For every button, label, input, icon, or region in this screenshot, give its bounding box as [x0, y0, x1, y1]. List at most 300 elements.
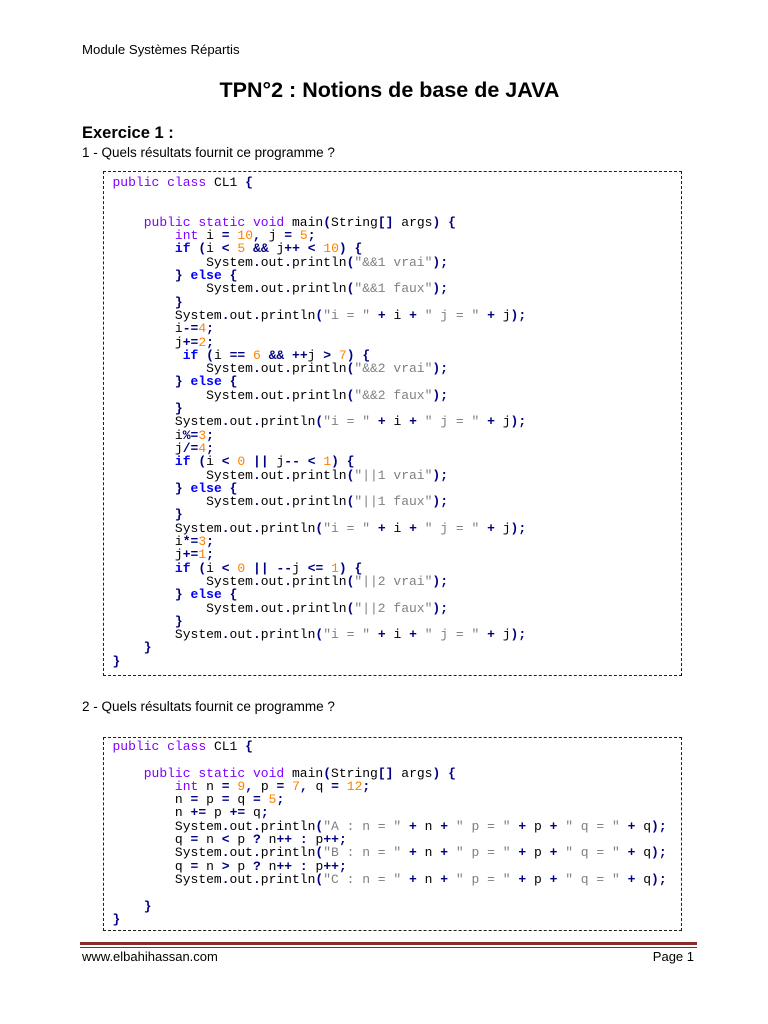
code-operator: = — [221, 228, 230, 244]
code-operator: } — [112, 653, 121, 669]
code-operator: + — [409, 307, 417, 323]
code-string: "i = " — [323, 627, 370, 643]
code-string: "i = " — [323, 414, 370, 430]
code-operator: ); — [432, 281, 449, 297]
code-operator: , — [245, 778, 254, 794]
code-operator: ); — [432, 361, 449, 377]
code-operator: + — [549, 871, 558, 887]
code-operator: + — [409, 818, 417, 834]
code-operator: ( — [346, 573, 355, 589]
code-operator: : — [299, 858, 308, 874]
code-operator: = — [276, 778, 285, 794]
code-string: "C : n = " — [323, 871, 402, 887]
code-operator: . — [252, 871, 261, 887]
code-operator: <= — [307, 560, 324, 576]
code-operator: ++ — [276, 832, 293, 848]
code-string: "||1 vrai" — [354, 467, 433, 483]
module-header: Module Systèmes Répartis — [82, 42, 240, 57]
code-line: public static void main(String[] args) { — [143, 214, 456, 230]
code-type-keyword: void — [252, 765, 285, 781]
code-operator: < — [307, 454, 316, 470]
question-2-prompt: 2 - Quels résultats fournit ce programme ? — [82, 699, 335, 714]
code-number: 5 — [237, 241, 246, 257]
code-line — [113, 615, 682, 628]
code-operator: . — [252, 414, 261, 430]
code-operator: ++ — [292, 347, 308, 363]
code-number: 0 — [237, 454, 246, 470]
code-string: "i = " — [323, 307, 370, 323]
code-operator: ) — [331, 454, 339, 470]
code-operator: ; — [206, 321, 214, 337]
code-control-keyword: else — [190, 374, 222, 390]
code-operator: ; — [276, 792, 285, 808]
code-operator: ( — [315, 520, 324, 536]
code-operator: ( — [346, 361, 355, 377]
code-operator: + — [627, 845, 636, 861]
code-operator: || — [253, 454, 269, 470]
code-number: 3 — [198, 534, 207, 550]
code-operator: } — [174, 268, 183, 284]
code-line: if (i < 0 || --j <= 1) { — [174, 560, 363, 576]
code-number: 10 — [237, 228, 253, 244]
code-operator: . — [221, 871, 230, 887]
code-line: n += p += q; — [174, 805, 269, 821]
code-control-keyword: if — [182, 347, 199, 363]
code-operator: ; — [307, 228, 316, 244]
code-line — [113, 900, 682, 913]
code-line: System.out.println("&&2 vrai"); — [206, 361, 449, 377]
code-operator: ( — [198, 560, 207, 576]
code-number: 4 — [198, 321, 207, 337]
code-line — [113, 886, 682, 899]
code-operator: ; — [206, 534, 214, 550]
code-control-keyword: if — [174, 560, 191, 576]
code-string: " j = " — [424, 414, 480, 430]
code-operator: . — [284, 387, 292, 403]
code-line: if (i == 6 && ++j > 7) { — [182, 347, 371, 363]
code-operator: . — [221, 520, 230, 536]
code-operator: ( — [206, 347, 214, 363]
code-control-keyword: if — [174, 454, 191, 470]
code-operator: ; — [206, 547, 214, 563]
code-operator: . — [284, 467, 292, 483]
code-operator: . — [252, 361, 261, 377]
code-operator: ( — [315, 414, 324, 430]
code-block-1 — [103, 171, 682, 676]
code-operator: /= — [182, 440, 199, 456]
code-number: 7 — [292, 778, 300, 794]
code-line: System.out.println("C : n = " + n + " p = " + p + " q = " + q); — [174, 871, 667, 887]
code-operator: ( — [346, 281, 355, 297]
code-operator: < — [307, 241, 316, 257]
code-operator: + — [487, 414, 495, 430]
code-operator: + — [409, 845, 417, 861]
code-line — [113, 269, 682, 282]
code-line — [113, 203, 682, 216]
code-operator: || — [253, 560, 269, 576]
code-operator: += — [229, 805, 246, 821]
code-operator: + — [377, 520, 386, 536]
code-operator: -= — [182, 321, 199, 337]
code-operator: . — [252, 467, 261, 483]
code-operator: { — [354, 241, 363, 257]
code-line: System.out.println("B : n = " + n + " p = " + p + " q = " + q); — [174, 845, 667, 861]
code-line: j+=2; — [174, 334, 214, 350]
code-operator: ++; — [323, 858, 347, 874]
code-operator: > — [221, 858, 230, 874]
code-operator: ( — [346, 254, 355, 270]
code-operator: ( — [315, 845, 324, 861]
code-operator: + — [409, 520, 417, 536]
code-operator: ++ — [284, 241, 300, 257]
code-line: public class CL1 { — [112, 175, 253, 190]
code-operator: ; — [260, 805, 269, 821]
code-line: System.out.println("i = " + i + " j = " + j); — [174, 307, 527, 323]
code-line — [113, 189, 682, 202]
code-operator: + — [409, 414, 417, 430]
code-operator: = — [284, 228, 293, 244]
code-operator: ); — [432, 600, 449, 616]
code-string: " p = " — [455, 871, 511, 887]
code-control-keyword: else — [190, 587, 222, 603]
code-operator: ++ — [276, 858, 293, 874]
code-line — [113, 655, 682, 668]
code-operator: { — [229, 480, 238, 496]
code-operator: + — [409, 627, 417, 643]
code-operator: [] — [377, 214, 394, 230]
code-operator: . — [221, 627, 230, 643]
code-operator: { — [448, 214, 456, 230]
code-number: 1 — [198, 547, 207, 563]
code-operator: += — [182, 334, 199, 350]
code-operator: } — [143, 640, 152, 656]
code-operator: && — [268, 347, 285, 363]
code-operator: ( — [198, 454, 207, 470]
code-line: q = n > p ? n++ : p++; — [174, 858, 347, 874]
code-string: " q = " — [565, 818, 620, 834]
code-operator: = — [190, 832, 199, 848]
code-operator: = — [190, 792, 199, 808]
code-operator: } — [112, 911, 121, 927]
code-operator: . — [284, 600, 292, 616]
code-type-keyword: void — [252, 214, 285, 230]
code-operator: . — [221, 307, 230, 323]
footer-rule — [80, 942, 697, 945]
code-operator: } — [174, 587, 183, 603]
code-type-keyword: public — [143, 214, 191, 230]
code-operator: ( — [346, 494, 355, 510]
code-operator: [] — [377, 765, 394, 781]
document-title: TPN°2 : Notions de base de JAVA — [219, 78, 560, 102]
code-operator: . — [221, 414, 230, 430]
footer-rule-thin — [80, 947, 697, 948]
code-line: System.out.println("i = " + i + " j = " + j); — [174, 520, 527, 536]
code-operator: ( — [315, 627, 324, 643]
code-line: public class CL1 { — [112, 739, 253, 754]
code-operator: . — [252, 494, 261, 510]
code-line — [113, 375, 682, 388]
code-operator: + — [518, 845, 527, 861]
code-line: q = n < p ? n++ : p++; — [174, 832, 347, 848]
code-string: " j = " — [424, 520, 480, 536]
code-line: System.out.println("||2 faux"); — [206, 600, 449, 616]
code-type-keyword: public — [143, 765, 191, 781]
code-operator: . — [252, 600, 261, 616]
code-string: "i = " — [323, 520, 370, 536]
code-operator: ); — [432, 387, 449, 403]
code-line: public static void main(String[] args) { — [143, 765, 456, 781]
code-operator: ( — [346, 467, 355, 483]
code-operator: ( — [315, 818, 324, 834]
code-operator: + — [487, 307, 495, 323]
code-line — [113, 402, 682, 415]
code-operator: ? — [253, 858, 261, 874]
code-operator: { — [245, 739, 253, 754]
code-line: if (i < 0 || j-- < 1) { — [174, 454, 355, 470]
code-operator: ++; — [323, 832, 347, 848]
code-string: "&&2 vrai" — [354, 361, 433, 377]
code-operator: ; — [206, 427, 214, 443]
code-number: 5 — [268, 792, 277, 808]
code-line: System.out.println("&&1 vrai"); — [206, 254, 449, 270]
code-line: System.out.println("&&1 faux"); — [206, 281, 449, 297]
code-operator: } — [174, 613, 183, 629]
code-operator: . — [284, 573, 292, 589]
code-operator: ( — [315, 307, 324, 323]
code-operator: + — [409, 871, 417, 887]
code-operator: . — [252, 254, 261, 270]
code-line — [113, 296, 682, 309]
code-operator: ; — [206, 334, 214, 350]
code-operator: . — [252, 307, 261, 323]
code-operator: ); — [651, 818, 667, 834]
code-operator: + — [627, 871, 636, 887]
code-line — [113, 641, 682, 654]
code-operator: ) — [338, 560, 347, 576]
code-operator: + — [440, 818, 449, 834]
code-operator: && — [253, 241, 269, 257]
code-operator: + — [549, 845, 558, 861]
code-control-keyword: else — [190, 480, 222, 496]
code-line: j+=1; — [174, 547, 214, 563]
code-type-keyword: static — [198, 214, 246, 230]
code-operator: ) — [432, 765, 441, 781]
code-operator: + — [377, 627, 386, 643]
code-operator: . — [284, 281, 292, 297]
footer-website: www.elbahihassan.com — [82, 949, 218, 964]
code-operator: + — [549, 818, 558, 834]
code-number: 12 — [346, 778, 363, 794]
code-operator: + — [487, 520, 495, 536]
code-line — [113, 588, 682, 601]
code-block-2 — [103, 737, 682, 931]
code-type-keyword: public — [112, 739, 160, 754]
code-operator: ( — [315, 871, 324, 887]
code-string: "B : n = " — [323, 845, 402, 861]
code-operator: -- — [284, 454, 300, 470]
page-number: Page 1 — [652, 949, 694, 964]
code-operator: . — [252, 818, 261, 834]
code-operator: ( — [323, 765, 332, 781]
code-operator: } — [174, 401, 183, 417]
code-operator: } — [174, 294, 183, 310]
code-number: 10 — [323, 241, 339, 257]
code-operator: += — [182, 547, 199, 563]
code-operator: + — [440, 845, 449, 861]
code-string: "||1 faux" — [354, 494, 433, 510]
code-operator: ? — [253, 832, 261, 848]
code-line: i%=3; — [174, 427, 214, 443]
code-line: int n = 9, p = 7, q = 12; — [174, 778, 371, 794]
code-operator: += — [190, 805, 207, 821]
code-number: 3 — [198, 427, 207, 443]
code-operator: -- — [276, 560, 293, 576]
code-operator: ); — [510, 307, 527, 323]
code-operator: { — [346, 454, 355, 470]
code-operator: ) — [338, 241, 347, 257]
code-type-keyword: int — [174, 778, 199, 794]
code-number: 4 — [198, 440, 207, 456]
code-operator: == — [229, 347, 246, 363]
code-operator: . — [252, 520, 261, 536]
code-line: System.out.println("&&2 faux"); — [206, 387, 449, 403]
code-operator: ); — [651, 871, 667, 887]
code-string: " q = " — [565, 845, 620, 861]
code-string: "&&1 faux" — [354, 281, 433, 297]
code-line: System.out.println("i = " + i + " j = " + j); — [174, 627, 527, 643]
code-control-keyword: else — [190, 268, 222, 284]
code-operator: { — [362, 347, 371, 363]
code-type-keyword: int — [174, 228, 199, 244]
code-string: " p = " — [455, 845, 511, 861]
code-operator: + — [627, 818, 636, 834]
code-string: "&&2 faux" — [354, 387, 433, 403]
code-type-keyword: class — [167, 739, 207, 754]
code-operator: < — [221, 832, 230, 848]
code-operator: + — [377, 307, 386, 323]
code-string: "&&1 vrai" — [354, 254, 433, 270]
code-line: if (i < 5 && j++ < 10) { — [174, 241, 363, 257]
code-operator: < — [221, 454, 230, 470]
code-string: " j = " — [424, 307, 480, 323]
code-operator: ); — [432, 573, 449, 589]
code-operator: ( — [346, 387, 355, 403]
code-operator: ( — [346, 600, 355, 616]
code-operator: . — [284, 494, 292, 510]
code-operator: . — [252, 627, 261, 643]
code-operator: . — [252, 281, 261, 297]
code-operator: } — [174, 480, 183, 496]
code-operator: . — [284, 361, 292, 377]
code-operator: + — [518, 871, 527, 887]
code-line: System.out.println("||1 faux"); — [206, 494, 449, 510]
code-operator: ) — [346, 347, 355, 363]
code-operator: ); — [510, 520, 527, 536]
code-operator: ( — [198, 241, 207, 257]
code-line: i-=4; — [174, 321, 214, 337]
code-operator: . — [221, 818, 230, 834]
code-operator: + — [377, 414, 386, 430]
code-operator: { — [245, 175, 253, 190]
code-line — [113, 753, 682, 766]
code-string: " p = " — [455, 818, 511, 834]
code-type-keyword: class — [167, 175, 207, 190]
code-operator: < — [221, 560, 230, 576]
code-control-keyword: if — [174, 241, 191, 257]
code-operator: . — [252, 387, 261, 403]
code-string: "||2 vrai" — [354, 573, 433, 589]
code-operator: ); — [432, 467, 449, 483]
code-operator: . — [221, 845, 230, 861]
code-operator: . — [252, 573, 261, 589]
code-line: j/=4; — [174, 440, 214, 456]
code-operator: } — [143, 898, 152, 914]
code-number: 9 — [237, 778, 246, 794]
code-type-keyword: public — [112, 175, 160, 190]
code-number: 1 — [331, 560, 339, 576]
code-line: System.out.println("||2 vrai"); — [206, 573, 449, 589]
code-operator: ) — [432, 214, 441, 230]
code-operator: } — [174, 507, 183, 523]
code-line: n = p = q = 5; — [174, 792, 285, 808]
code-operator: , — [299, 778, 308, 794]
code-operator: ); — [432, 254, 449, 270]
code-number: 1 — [323, 454, 332, 470]
code-number: 6 — [253, 347, 261, 363]
code-number: 5 — [299, 228, 308, 244]
code-number: 7 — [338, 347, 347, 363]
code-operator: { — [448, 765, 456, 781]
code-operator: . — [284, 254, 292, 270]
code-string: " j = " — [424, 627, 480, 643]
code-operator: { — [229, 268, 238, 284]
code-operator: ; — [206, 440, 214, 456]
code-operator: . — [252, 845, 261, 861]
code-operator: , — [253, 228, 261, 244]
code-operator: { — [229, 374, 238, 390]
code-string: " q = " — [565, 871, 620, 887]
code-line: i*=3; — [174, 534, 214, 550]
code-operator: ); — [510, 627, 527, 643]
code-number: 2 — [198, 334, 207, 350]
code-line: System.out.println("A : n = " + n + " p = " + p + " q = " + q); — [174, 818, 667, 834]
code-operator: ); — [651, 845, 667, 861]
code-operator: = — [221, 778, 230, 794]
code-operator: < — [221, 241, 230, 257]
code-line: System.out.println("||1 vrai"); — [206, 467, 449, 483]
code-operator: ); — [432, 494, 449, 510]
code-line: int i = 10, j = 5; — [174, 228, 316, 244]
code-operator: { — [354, 560, 363, 576]
code-operator: + — [518, 818, 527, 834]
code-line — [113, 913, 682, 926]
code-operator: { — [229, 587, 238, 603]
code-number: 0 — [237, 560, 246, 576]
code-operator: > — [323, 347, 332, 363]
code-operator: ); — [510, 414, 527, 430]
code-string: "||2 faux" — [354, 600, 433, 616]
exercise-heading: Exercice 1 : — [82, 124, 174, 142]
code-operator: = — [221, 792, 230, 808]
code-operator: } — [174, 374, 183, 390]
code-operator: = — [190, 858, 199, 874]
code-operator: + — [487, 627, 495, 643]
code-operator: %= — [182, 427, 199, 443]
question-1-prompt: 1 - Quels résultats fournit ce programme ? — [82, 145, 335, 160]
code-line — [113, 482, 682, 495]
code-operator: *= — [182, 534, 199, 550]
code-operator: : — [299, 832, 308, 848]
